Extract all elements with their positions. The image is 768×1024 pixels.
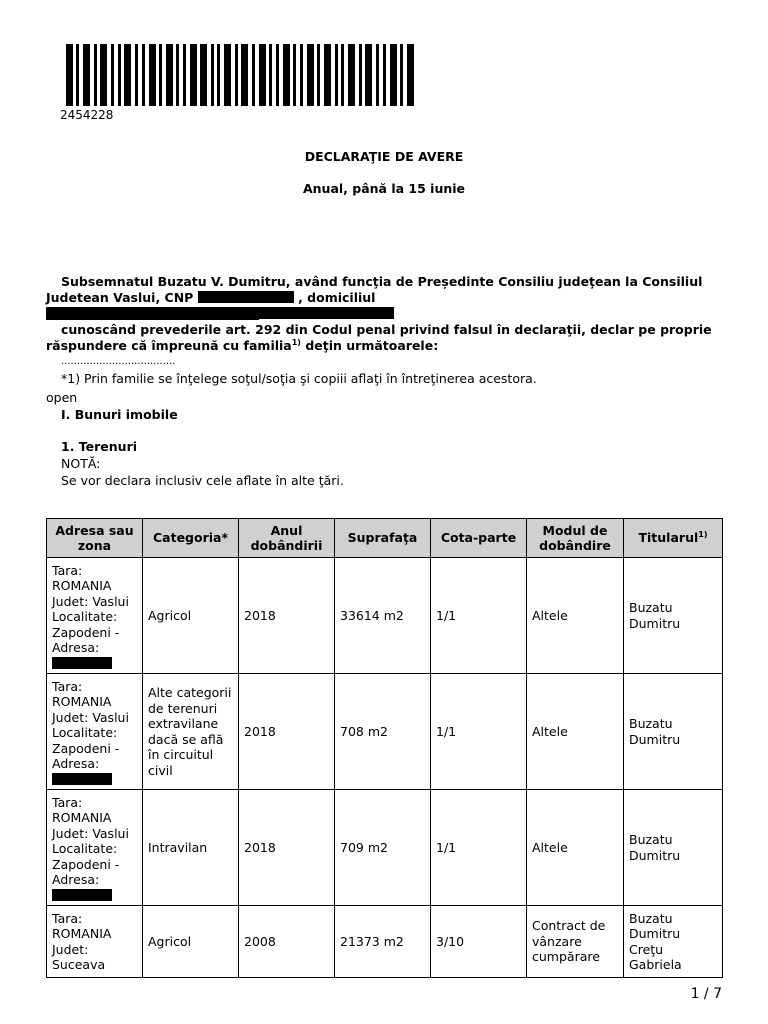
declaration-text-end: deţin următoarele: <box>305 338 439 353</box>
declaration-text: cunoscând prevederile art. 292 din Codul penal privind falsul în declaraţii, declar pe proprie răspundere că împreună cu familia <box>46 322 712 353</box>
barcode-number: 2454228 <box>60 108 114 122</box>
cell-titular: Buzatu Dumitru <box>624 558 723 674</box>
cell-titular: Buzatu Dumitru Creţu Gabriela <box>624 906 723 978</box>
cell-categoria: Intravilan <box>143 790 239 906</box>
redacted-cnp <box>198 291 294 303</box>
intro-text-part2: , domiciliul <box>298 290 376 305</box>
cell-adresa <box>47 558 143 674</box>
nota-label: NOTĂ: <box>61 456 101 471</box>
header-categoria: Categoria* <box>143 519 239 558</box>
cell-titular: Buzatu Dumitru <box>624 790 723 906</box>
cell-anul: 2018 <box>239 558 335 674</box>
cell-adresa <box>47 790 143 906</box>
cell-adresa-text: Tara: ROMANIA Judet: Vaslui Localitate: Zapodeni - Adresa: <box>52 794 129 887</box>
cell-anul: 2018 <box>239 674 335 790</box>
redacted-address-line2 <box>46 308 259 320</box>
cell-adresa: Tara: ROMANIA Judet: Suceava <box>47 906 143 978</box>
cell-modul: Altele <box>527 790 624 906</box>
cell-suprafata: 33614 m2 <box>335 558 431 674</box>
header-cota: Cota-parte <box>431 519 527 558</box>
cell-cota: 1/1 <box>431 558 527 674</box>
redacted-cell <box>52 889 112 901</box>
document-subtitle: Anual, până la 15 iunie <box>302 181 466 196</box>
cell-titular: Buzatu Dumitru <box>624 674 723 790</box>
header-suprafata: Suprafaţa <box>335 519 431 558</box>
header-anul: Anul dobândirii <box>239 519 335 558</box>
table-row <box>47 558 723 674</box>
page-number: 1 / 7 <box>690 986 722 1002</box>
document-title: DECLARAŢIE DE AVERE <box>304 149 464 164</box>
cell-categoria: Agricol <box>143 558 239 674</box>
table-row <box>47 674 723 790</box>
dots-line: .................................... <box>61 356 176 367</box>
header-titular-sup: 1) <box>698 530 708 540</box>
table-row <box>47 906 723 978</box>
header-titular-label: Titularul <box>638 530 699 546</box>
section-title: I. Bunuri imobile <box>61 407 178 422</box>
cell-cota: 3/10 <box>431 906 527 978</box>
header-adresa: Adresa sau zona <box>47 519 143 558</box>
terenuri-table <box>46 518 723 978</box>
subsection-title: 1. Terenuri <box>61 439 138 454</box>
cell-adresa-text: Tara: ROMANIA Judet: Vaslui Localitate: Zapodeni - Adresa: <box>52 562 129 655</box>
table-header-row <box>47 519 723 558</box>
cell-anul: 2008 <box>239 906 335 978</box>
cell-categoria: Agricol <box>143 906 239 978</box>
cell-cota: 1/1 <box>431 674 527 790</box>
intro-text-part1: Subsemnatul Buzatu V. Dumitru, având funcţia de Președinte Consiliu judeţean la Consiliul Judetean Vaslui, CNP <box>46 274 703 305</box>
cell-anul: 2018 <box>239 790 335 906</box>
cell-modul: Altele <box>527 558 624 674</box>
redacted-cell <box>52 773 112 785</box>
header-modul: Modul de dobândire <box>527 519 624 558</box>
redacted-cell <box>52 657 112 669</box>
cell-categoria: Alte categorii de terenuri extravilane dacă se află în circuitul civil <box>143 674 239 790</box>
nota-text: Se vor declara inclusiv cele aflate în alte ţări. <box>61 473 344 488</box>
header-titular <box>624 519 723 558</box>
open-text: open <box>46 390 78 405</box>
cell-suprafata: 708 m2 <box>335 674 431 790</box>
cell-adresa-text: Tara: ROMANIA Judet: Vaslui Localitate: Zapodeni - Adresa: <box>52 678 129 771</box>
table-row <box>47 790 723 906</box>
declaration-paragraph <box>46 322 722 354</box>
footnote-ref: 1) <box>291 337 301 347</box>
footnote-text: *1) Prin familie se înţelege soţul/soţia şi copiii aflaţi în întreţinerea acestora. <box>61 371 537 386</box>
cell-adresa <box>47 674 143 790</box>
cell-suprafata: 21373 m2 <box>335 906 431 978</box>
cell-suprafata: 709 m2 <box>335 790 431 906</box>
cell-modul: Altele <box>527 674 624 790</box>
barcode <box>66 44 416 106</box>
cell-cota: 1/1 <box>431 790 527 906</box>
cell-modul: Contract de vânzare cumpărare <box>527 906 624 978</box>
